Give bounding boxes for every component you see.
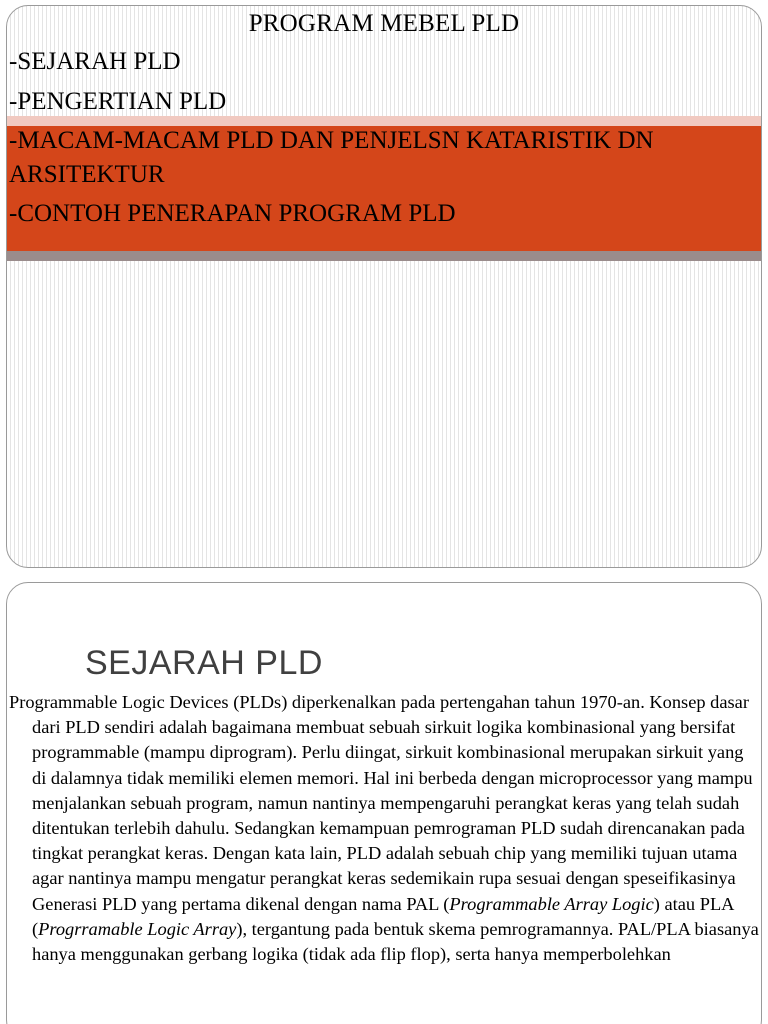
slide-title: PROGRAM MEBEL PLD: [248, 10, 520, 37]
slide-agenda: [6, 5, 762, 568]
highlight-band-gray: [7, 251, 761, 261]
slide-heading: SEJARAH PLD: [85, 644, 323, 682]
body-text-part-1: Programmable Logic Devices (PLDs) diperkenalkan pada pertengahan tahun 1970-an. Konsep dasar dari PLD sendiri adalah bagaimana membuat sebuah sirkuit logika kombinasional yang bersifat programmable (mampu diprogram). Perlu diingat, sirkuit kombinasional merupakan sirkuit yang di dalamnya tidak memiliki elemen memori. Hal ini berbeda dengan microprocessor yang mampu menjalankan sebuah program, namun nantinya mempengaruhi perangkat keras yang telah sudah ditentukan terlebih dahulu. Sedangkan kemampuan pemrograman PLD sudah direncanakan pada tingkat perangkat keras. Dengan kata lain, PLD adalah sebuah chip yang memiliki tujuan utama agar nantinya mampu mengatur perangkat keras sedemikain rupa sesuai dengan speseifikasinya Generasi PLD yang pertama dikenal dengan nama PAL (: [9, 692, 753, 914]
body-text-part-3: ), tergantung pada bentuk skema pemrogramannya. PAL/PLA biasanya hanya menggunakan gerbang logika (tidak ada flip flop), serta hanya memperbolehkan: [32, 918, 759, 965]
body-text-italic-pla: Progrramable Logic Array: [38, 918, 237, 939]
agenda-item-contoh: -CONTOH PENERAPAN PROGRAM PLD: [9, 200, 456, 227]
body-text-italic-pal: Programmable Array Logic: [449, 893, 654, 914]
slide-sejarah: [6, 582, 762, 1024]
agenda-item-pengertian: -PENGERTIAN PLD: [9, 88, 227, 115]
body-text-part-2: ) atau PLA (: [32, 893, 734, 939]
agenda-item-sejarah: -SEJARAH PLD: [9, 48, 181, 75]
agenda-item-macam: -MACAM-MACAM PLD DAN PENJELSN KATARISTIK DN ARSITEKTUR: [9, 127, 654, 188]
slide-body-text: [9, 690, 761, 967]
